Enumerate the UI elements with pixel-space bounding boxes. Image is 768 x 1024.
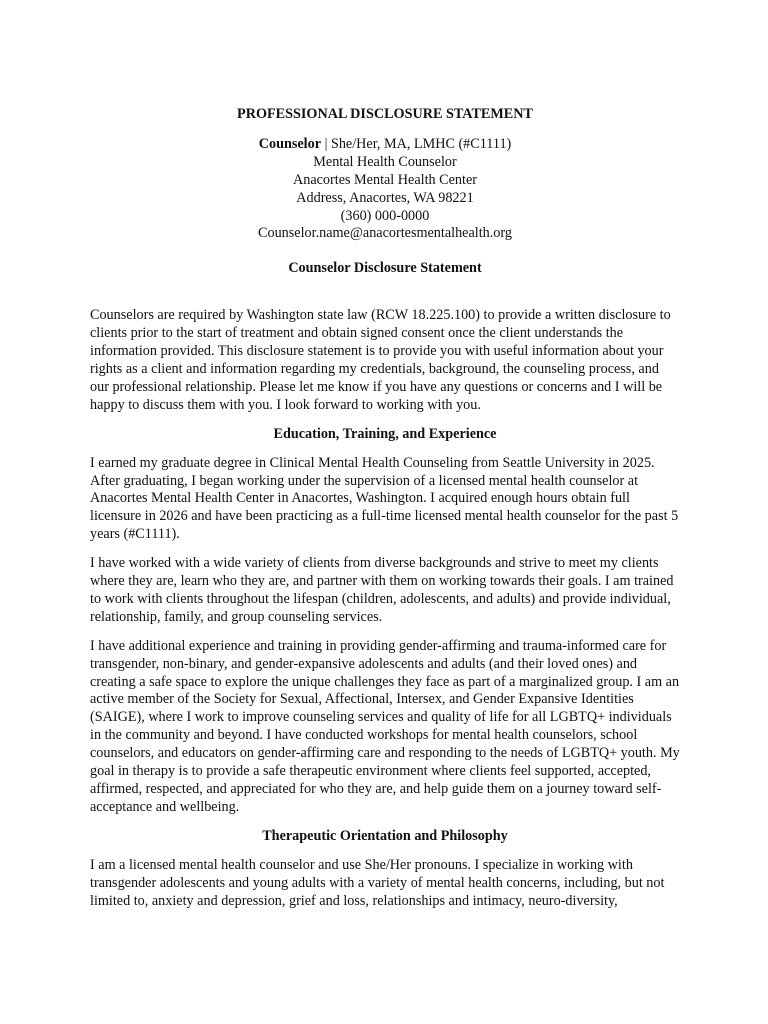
counselor-role-bold: Counselor [258,135,322,152]
counselor-contact-block [90,136,680,243]
counselor-address: Address, Anacortes, WA 98221 [296,189,474,206]
section-heading-education: Education, Training, and Experience [273,425,497,442]
section-heading-orientation: Therapeutic Orientation and Philosophy [262,827,508,844]
counselor-role-line [90,136,680,154]
counselor-email: Counselor.name@anacortesmentalhealth.org [258,225,512,242]
counselor-position: Mental Health Counselor [313,153,457,170]
education-paragraph: I have worked with a wide variety of clients from diverse backgrounds and strive to meet my clients where they are, learn who they are, and partner with them on working towards their goals. I am trained to work with clients throughout the lifespan (children, adolescents, and adults) and provide individual, relationship, family, and group counseling services. [90,555,674,625]
orientation-paragraph: I am a licensed mental health counselor and use She/Her pronouns. I specialize in working with transgender adolescents and young adults with a variety of mental health concerns, including, but not limited to, anxiety and depression, grief and loss, relationships and intimacy, neuro-diversity, [90,856,665,909]
section-heading-disclosure: Counselor Disclosure Statement [288,260,482,277]
document-page [90,106,680,910]
education-paragraph: I have additional experience and training in providing gender-affirming and trauma-informed care for transgender, non-binary, and gender-expansive adolescents and adults (and their loved ones) and creating a safe space to explore the unique challenges they face as part of a marginalized group. I am an active member of the Society for Sexual, Affectional, Intersex, and Gender Expansive Identities (SAIGE), where I work to improve counseling services and quality of life for all LGBTQ+ individuals in the community and beyond. I have conducted workshops for mental health counselors, school counselors, and educators on gender-affirming care and responding to the needs of LGBTQ+ youth. My goal in therapy is to provide a safe therapeutic environment where clients feel supported, accepted, affirmed, respected, and appreciated for who they are, and help guide them on a journey toward self-acceptance and wellbeing. [90,637,680,815]
disclosure-paragraph: Counselors are required by Washington state law (RCW 18.225.100) to provide a written disclosure to clients prior to the start of treatment and obtain signed consent once the client understands the information provided. This disclosure statement is to provide you with useful information about your rights as a client and information regarding my credentials, background, the counseling process, and our professional relationship. Please let me know if you have any questions or concerns and I will be happy to discuss them with you. I look forward to working with you. [90,307,671,413]
counselor-organization: Anacortes Mental Health Center [293,171,477,188]
counselor-credentials: | She/Her, MA, LMHC (#C1111) [321,135,512,152]
education-paragraph: I earned my graduate degree in Clinical Mental Health Counseling from Seattle University in 2025. After graduating, I began working under the supervision of a licensed mental health counselor at Anacortes Mental Health Center in Anacortes, Washington. I acquired enough hours obtain full licensure in 2026 and have been practicing as a full-time licensed mental health counselor for the past 5 years (#C1111). [90,454,679,543]
document-title: PROFESSIONAL DISCLOSURE STATEMENT [237,106,533,122]
counselor-phone: (360) 000-0000 [340,207,430,224]
